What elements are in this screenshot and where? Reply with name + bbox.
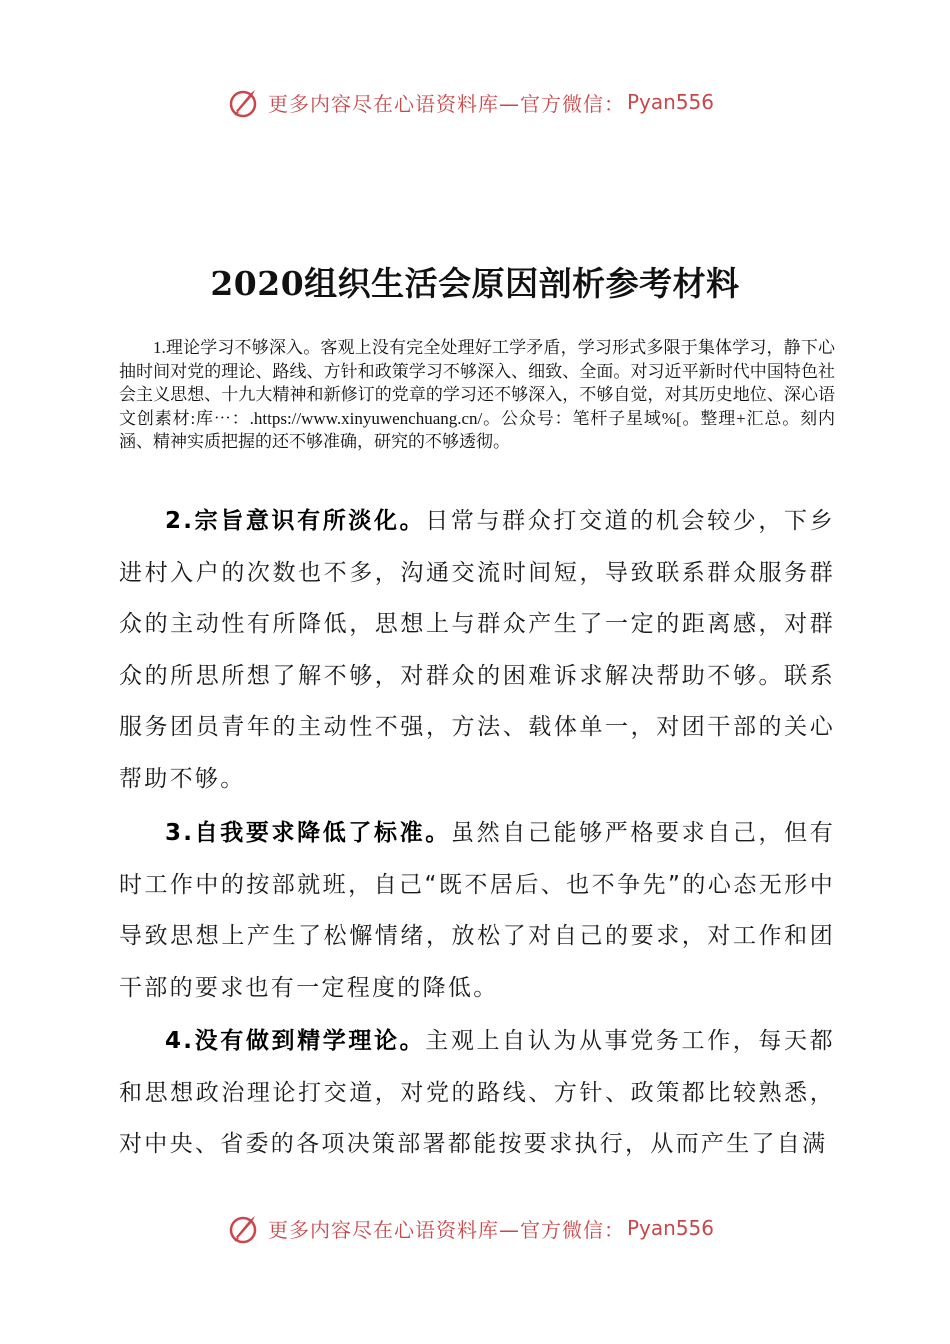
banner-wechat-id: Pyan556 xyxy=(627,90,715,114)
paragraph-body: 日常与群众打交道的机会较少，下乡进村入户的次数也不多，沟通交流时间短，导致联系群众服务群众的主动性有所降低，思想上与群众产生了一定的距离感，对群众的所思所想了解不够，对群众的困难诉求解决帮助不够。联系服务团员青年的主动性不强，方法、载体单一，对团干部的关心帮助不够。 xyxy=(119,508,835,792)
footer-banner xyxy=(228,1208,748,1248)
paragraph-heading: 2.宗旨意识有所淡化。 xyxy=(165,508,426,534)
paragraph-4 xyxy=(119,1016,835,1171)
paragraph-body: 主观上自认为从事党务工作，每天都和思想政治理论打交道，对党的路线、方针、政策都比较熟悉，对中央、省委的各项决策部署都能按要求执行，从而产生了自满 xyxy=(119,1028,835,1157)
banner-text: 更多内容尽在心语资料库—官方微信： xyxy=(268,1217,625,1242)
paragraph-2 xyxy=(119,496,835,805)
pen-logo-icon xyxy=(228,85,262,119)
banner-text: 更多内容尽在心语资料库—官方微信： xyxy=(268,91,625,116)
intro-paragraph: 1.理论学习不够深入。客观上没有完全处理好工学矛盾，学习形式多限于集体学习，静下心抽时间对党的理论、路线、方针和政策学习不够深入、细致、全面。对习近平新时代中国特色社会主义思想、十九大精神和新修订的党章的学习还不够深入，不够自觉，对其历史地位、深心语文创素材:库⋯：.https://www.xinyuwenchuang.cn/。公众号：笔杆子星域%[。整理+汇总。刻内涵、精神实质把握的还不够准确，研究的不够透彻。 xyxy=(119,338,835,451)
header-banner xyxy=(228,82,748,122)
paragraph-body: 虽然自己能够严格要求自己，但有时工作中的按部就班，自己“既不居后、也不争先”的心态无形中导致思想上产生了松懈情绪，放松了对自己的要求，对工作和团干部的要求也有一定程度的降低。 xyxy=(119,820,836,1001)
pen-logo-icon xyxy=(228,1211,262,1245)
page-title: 2020组织生活会原因剖析参考材料 xyxy=(210,264,740,303)
paragraph-3 xyxy=(119,808,835,1014)
banner-wechat-id: Pyan556 xyxy=(627,1216,715,1240)
paragraph-heading: 3.自我要求降低了标准。 xyxy=(165,820,451,846)
paragraph-heading: 4.没有做到精学理论。 xyxy=(165,1028,426,1054)
